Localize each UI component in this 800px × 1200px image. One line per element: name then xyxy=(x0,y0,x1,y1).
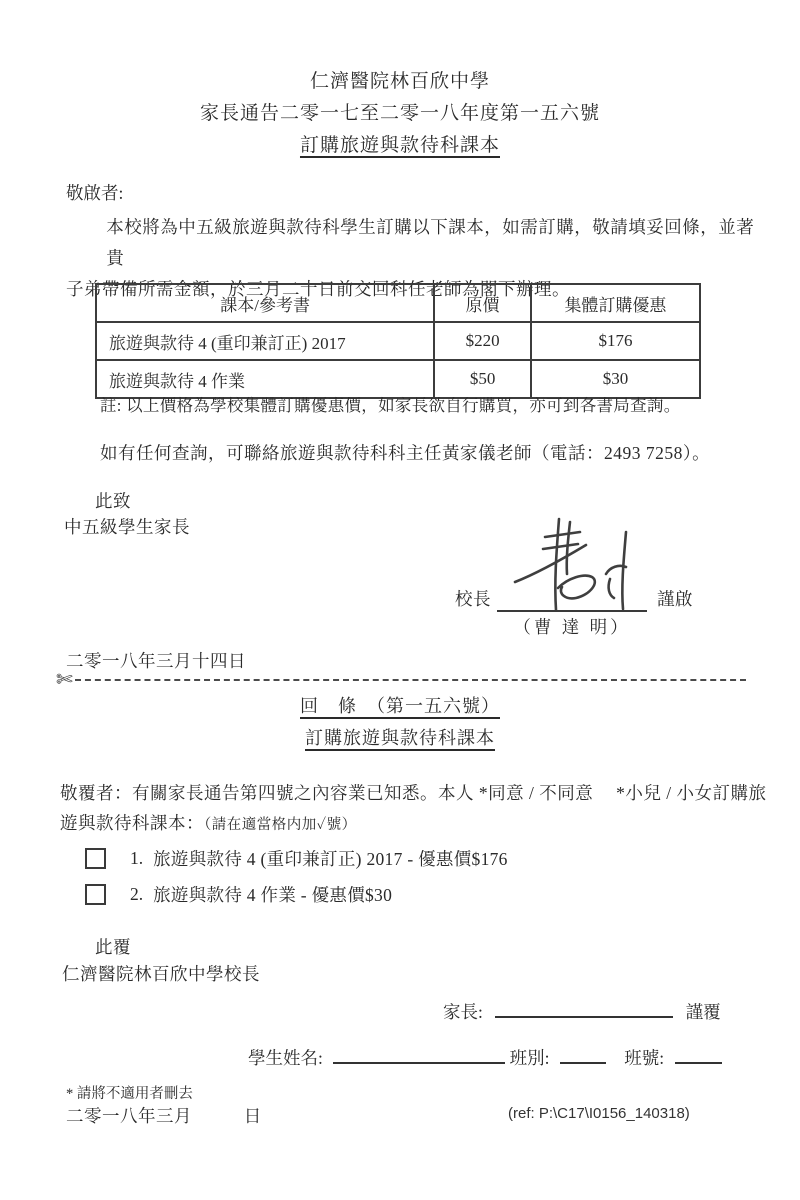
item-label: 旅遊與款待 4 作業 - 優惠價$30 xyxy=(153,885,393,905)
price-note: 註: 以上價格為學校集體訂購優惠價，如家長欲自行購買，亦可到各書局查詢。 xyxy=(100,396,681,415)
salutation: 敬啟者: xyxy=(66,183,124,203)
tick-instruction: （請在適當格内加✓號） xyxy=(204,817,357,833)
cut-line xyxy=(56,670,746,690)
letter-body-line-1: 本校將為中五級旅遊與款待科學生訂購以下課本，如需訂購，敬請填妥回條，並著 貴 xyxy=(106,217,773,268)
reply-closing-salute: 此覆 xyxy=(95,937,131,957)
class-number-label: 班號: xyxy=(624,1048,665,1068)
scissors-icon: ✄ xyxy=(56,669,73,691)
respectfully-label: 謹啟 xyxy=(657,589,693,609)
notice-subject xyxy=(0,130,800,162)
inquiry-line: 如有任何查詢，可聯絡旅遊與款待科科主任黃家儀老師（電話：2493 7258）。 xyxy=(100,443,711,463)
reply-slip-title xyxy=(0,690,800,722)
parent-label: 家長: xyxy=(443,1002,483,1022)
class-blank[interactable] xyxy=(560,1047,606,1064)
class-label: 班別: xyxy=(509,1048,550,1068)
price-table xyxy=(95,283,701,399)
item-label: 旅遊與款待 4 (重印兼訂正) 2017 - 優惠價$176 xyxy=(153,849,508,869)
reply-slip-subtitle xyxy=(0,722,800,754)
reply-date-line xyxy=(66,1103,262,1128)
item-number: 2. xyxy=(130,884,144,904)
parent-signature-row xyxy=(443,999,721,1024)
book-discount-cell: $176 xyxy=(531,322,700,360)
reply-date-prefix: 二零一八年三月 xyxy=(66,1106,192,1126)
book-title-cell: 旅遊與款待 4 作業 xyxy=(96,360,434,398)
class-number-blank[interactable] xyxy=(675,1047,722,1064)
parent-respectfully-label: 謹覆 xyxy=(685,1002,721,1022)
delete-inapplicable-footnote: * 請將不適用者刪去 xyxy=(66,1086,193,1102)
notice-date: 二零一八年三月十四日 xyxy=(66,651,246,671)
reply-body-line-1: 敬覆者：有關家長通告第四號之內容業已知悉。本人 *同意 / 不同意 *小兒 / 小女訂購旅 xyxy=(60,783,767,803)
order-checkbox-1[interactable] xyxy=(85,848,106,869)
col-header-discount: 集體訂購優惠 xyxy=(531,284,700,322)
school-name: 仁濟醫院林百欣中學 xyxy=(309,71,490,92)
student-info-row xyxy=(248,1045,722,1070)
price-table-header-row xyxy=(96,284,700,322)
book-price-cell: $50 xyxy=(434,360,531,398)
reply-date-suffix: 日 xyxy=(243,1106,262,1126)
principal-signature-line[interactable] xyxy=(497,610,647,612)
col-header-book: 課本/參考書 xyxy=(96,284,434,322)
reply-slip-title-text: 回 條 （第一五六號） xyxy=(300,696,500,716)
student-name-label: 學生姓名: xyxy=(248,1048,323,1068)
book-price-cell: $220 xyxy=(434,322,531,360)
reply-body-line-2 xyxy=(60,808,772,840)
col-header-price: 原價 xyxy=(434,284,531,322)
student-name-blank[interactable] xyxy=(333,1047,505,1064)
reply-recipient: 仁濟醫院林百欣中學校長 xyxy=(62,964,260,984)
reply-body xyxy=(60,778,772,840)
reply-slip-subtitle-text: 訂購旅遊與款待科課本 xyxy=(305,728,495,748)
principal-signature xyxy=(506,516,648,616)
book-discount-cell: $30 xyxy=(531,360,700,398)
principal-name: （曹 達 明） xyxy=(513,617,631,637)
order-option-2 xyxy=(85,882,392,907)
reply-body-line-2-text: 遊與款待科課本： xyxy=(60,813,204,833)
file-reference: (ref: P:\C17\I0156_140318) xyxy=(508,1105,690,1122)
principal-label: 校長 xyxy=(455,589,491,609)
order-checkbox-2[interactable] xyxy=(85,884,106,905)
item-number: 1. xyxy=(130,848,144,868)
letter-body-line-2: 子弟帶備所需金額，於三月二十日前交回科任老師為閣下辦理。 xyxy=(66,279,570,299)
parent-signature-blank[interactable] xyxy=(495,1001,673,1018)
closing-salute: 此致 xyxy=(95,491,131,511)
table-row xyxy=(96,322,700,360)
recipient: 中五級學生家長 xyxy=(64,517,190,537)
notice-number-line: 家長通告二零一七至二零一八年度第一五六號 xyxy=(199,103,600,124)
order-option-1 xyxy=(85,846,508,871)
book-title-cell: 旅遊與款待 4 (重印兼訂正) 2017 xyxy=(96,322,434,360)
notice-subject-text: 訂購旅遊與款待科課本 xyxy=(299,135,500,156)
cut-dashed-line xyxy=(75,679,746,681)
